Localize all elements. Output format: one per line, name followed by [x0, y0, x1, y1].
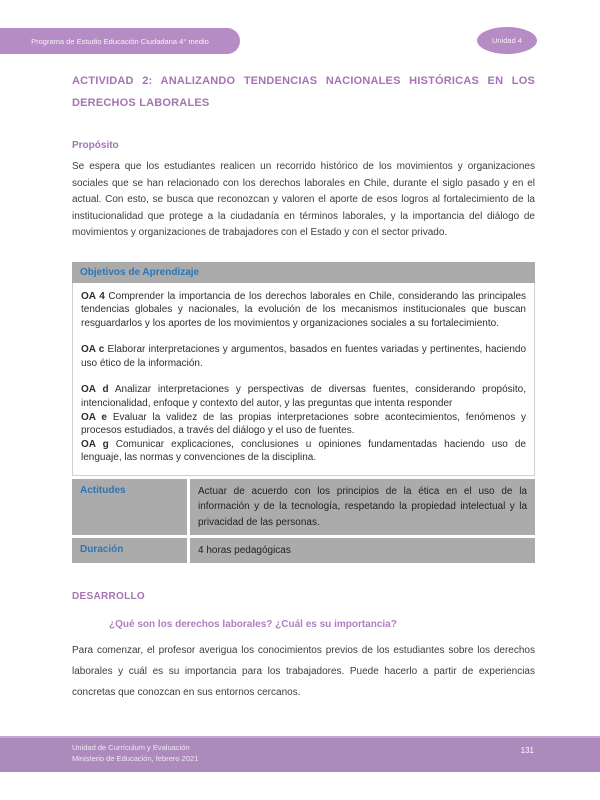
objective-oag [81, 438, 526, 465]
objective-oac-label: OA c [81, 344, 105, 356]
footer-line1: Unidad de Currículum y Evaluación [72, 743, 190, 752]
objectives-table-body [72, 283, 535, 477]
content-column [72, 0, 535, 703]
header-unit-label: Unidad 4 [491, 36, 523, 45]
objective-oad-text: Analizar interpretaciones y perspectivas de diversas fuentes, considerando propósito, intencionalidad, enfoque y contexto del autor, y las preguntas que intenta responder [81, 384, 526, 410]
header-program-label: Programa de Estudio Educación Ciudadana 4° medio [31, 36, 209, 46]
footer-institution [72, 743, 198, 764]
objective-oa4-label: OA 4 [81, 290, 105, 302]
objectives-table [72, 262, 535, 564]
objectives-table-header: Objetivos de Aprendizaje [72, 262, 535, 283]
desarrollo-paragraph: Para comenzar, el profesor averigua los conocimientos previos de los estudiantes sobre los derechos laborales y cuál es su importancia para los trabajadores. Puede hacerlo a partir de experiencias concretas que conozcan en sus entornos cercanos. [72, 645, 535, 699]
footer-line2: Ministerio de Educación, febrero 2021 [72, 753, 199, 763]
objective-oa4 [81, 290, 526, 331]
objective-oac [81, 343, 526, 370]
page-number: 131 [520, 746, 534, 755]
proposito-heading: Propósito [72, 140, 119, 151]
desarrollo-question: ¿Qué son los derechos laborales? ¿Cuál es su importancia? [109, 619, 397, 631]
proposito-paragraph: Se espera que los estudiantes realicen un recorrido histórico de los movimientos y organizaciones sociales que se han relacionado con los derechos laborales en Chile, durante el siglo pasado y en el actual. Con esto, se busca que reconozcan y valoren el aporte de esos logros al fortalecimiento de la institucionalidad que protege a la ciudadanía en términos laborales, y la importancia del diálogo de movimientos y organizaciones de trabajadores con el Estado y con el sector privado. [72, 161, 535, 238]
objective-oad-label: OA d [81, 384, 109, 396]
activity-title: ACTIVIDAD 2: ANALIZANDO TENDENCIAS NACIONALES HISTÓRICAS EN LOS DERECHOS LABORALES [72, 75, 535, 109]
actitudes-label: Actitudes [72, 479, 187, 535]
objective-oag-text: Comunicar explicaciones, conclusiones u opiniones fundamentadas haciendo uso de lenguaje, las normas y convenciones de la disciplina. [81, 438, 526, 464]
desarrollo-heading: DESARROLLO [72, 591, 145, 603]
objective-oac-text: Elaborar interpretaciones y argumentos, basados en fuentes variadas y pertinentes, haciendo uso ético de la información. [81, 344, 527, 369]
actitudes-value: Actuar de acuerdo con los principios de la ética en el uso de la información y de la tecnología, respetando la propiedad intelectual y la privacidad de las personas. [190, 479, 535, 535]
objective-oa4-text: Comprender la importancia de los derechos laborales en Chile, considerando las principales tendencias globales y nacionales, la evolución de los mecanismos institucionales que buscan resguardarlos y los aportes de los movimientos y organizaciones sociales a su fortalecimiento. [81, 290, 527, 329]
objective-oae-text: Evaluar la validez de las propias interpretaciones sobre acontecimientos, fenómenos y procesos estudiados, a través del diálogo y el uso de fuentes. [81, 411, 527, 437]
objective-oae-label: OA e [81, 411, 107, 423]
objective-oae [81, 411, 526, 438]
table-row-actitudes [72, 479, 535, 535]
objective-oad [81, 383, 526, 410]
footer-band [0, 736, 600, 772]
table-row-duracion [72, 538, 535, 563]
duracion-value: 4 horas pedagógicas [190, 538, 535, 563]
duracion-label: Duración [72, 538, 187, 563]
objective-oag-label: OA g [81, 438, 109, 450]
